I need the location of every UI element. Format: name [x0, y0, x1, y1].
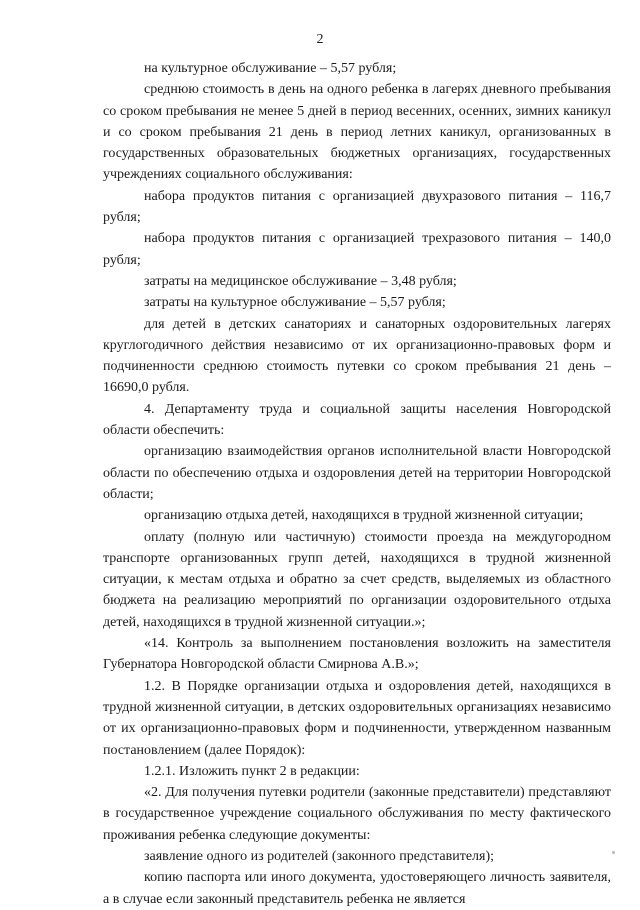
paragraph: организацию отдыха детей, находящихся в трудной жизненной ситуации; [144, 508, 584, 524]
scan-speck [612, 851, 615, 854]
paragraph: копию паспорта или иного документа, удостоверяющего личность заявителя, а в случае если законный представитель ребенка не является [103, 870, 611, 907]
paragraph: 1.2.1. Изложить пункт 2 в редакции: [144, 763, 360, 779]
page-number: 2 [316, 32, 324, 47]
paragraph: «14. Контроль за выполнением постановления возложить на заместителя Губернатора Новгородской области Смирнова А.В.»; [103, 636, 611, 673]
paragraph: «2. Для получения путевки родители (законные представители) представляют в государственное учреждение социального обслуживания по месту фактического проживания ребенка следующие документы: [103, 785, 611, 843]
paragraph: среднюю стоимость в день на одного ребенка в лагерях дневного пребывания со сроком пребывания не менее 5 дней в период весенних, осенних, зимних каникул и со сроком пребывания 21 день в период летних каникул, организованных в государственных образовательных бюджетных организациях, государственных учреждениях социального обслуживания: [103, 82, 611, 183]
paragraph: набора продуктов питания с организацией трехразового питания – 140,0 рубля; [103, 231, 611, 268]
paragraph: 1.2. В Порядке организации отдыха и оздоровления детей, находящихся в трудной жизненной ситуации, в детских оздоровительных организациях независимо от их организационно-правовых форм и подчиненности, утвержденном названным постановлением (далее Порядок): [103, 678, 611, 758]
paragraph: затраты на культурное обслуживание – 5,57 рубля; [144, 295, 446, 311]
paragraph: для детей в детских санаториях и санаторных оздоровительных лагерях круглогодичного действия независимо от их организационно-правовых форм и подчиненности среднюю стоимость путевки со сроком пребывания 21 день – 16690,0 рубля. [103, 316, 611, 396]
paragraph: на культурное обслуживание – 5,57 рубля; [144, 61, 397, 76]
paragraph: затраты на медицинское обслуживание – 3,48 рубля; [144, 273, 457, 289]
document-body [103, 58, 611, 910]
paragraph: 4. Департаменту труда и социальной защиты населения Новгородской области обеспечить: [103, 401, 611, 439]
paragraph: заявление одного из родителей (законного представителя); [144, 848, 495, 864]
paragraph: организацию взаимодействия органов исполнительной власти Новгородской области по обеспечению отдыха и оздоровления детей на территории Новгородской области; [103, 444, 611, 502]
paragraph: оплату (полную или частичную) стоимости проезда на междугородном транспорте организованных групп детей, находящихся в трудной жизненной ситуации, к местам отдыха и обратно за счет средств, выделяемых из областного бюджета на реализацию мероприятий по организации оздоровительного отдыха детей, находящихся в трудной жизненной ситуации.»; [103, 529, 611, 630]
paragraph: набора продуктов питания с организацией двухразового питания – 116,7 рубля; [103, 188, 611, 226]
